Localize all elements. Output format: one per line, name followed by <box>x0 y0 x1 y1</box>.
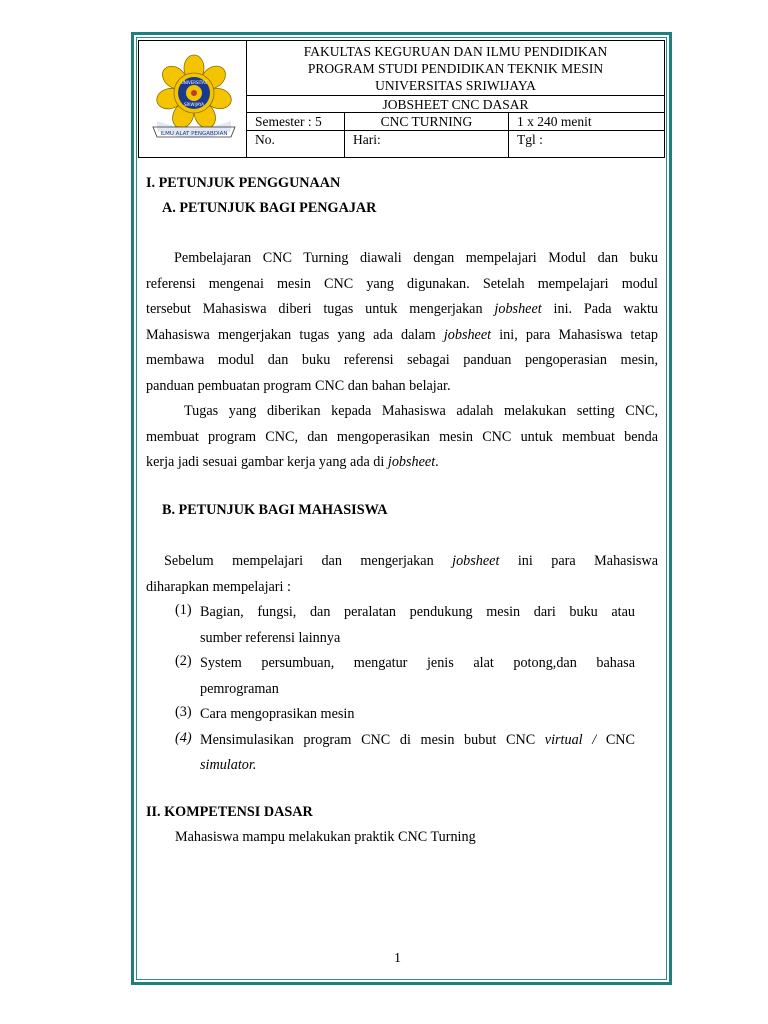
logo-ribbon-text: ILMU ALAT PENGABDIAN <box>160 131 228 137</box>
paragraph-line: diharapkan mempelajari : <box>146 578 291 595</box>
section-2-title: II. KOMPETENSI DASAR <box>146 804 313 820</box>
section-1b-title: B. PETUNJUK BAGI MAHASISWA <box>162 502 388 518</box>
paragraph-line: tersebut Mahasiswa diberi tugas untuk mengerjakan jobsheet ini. Pada waktu <box>146 301 659 317</box>
semester-cell: Semester : 5 <box>247 113 345 130</box>
list-number: (4) <box>175 729 192 746</box>
list-item <box>175 730 635 781</box>
list-line: sumber referensi lainnya <box>200 629 341 646</box>
logo-text-top: UNIVERSITAS <box>180 80 208 85</box>
paragraph-line: Tugas yang diberikan kepada Mahasiswa adalah melakukan setting CNC, <box>184 403 658 419</box>
subject-cell: CNC TURNING <box>345 113 509 130</box>
list-number: (2) <box>175 653 192 669</box>
header-row-semester <box>247 113 664 131</box>
list-line: pemrograman <box>200 680 279 697</box>
paragraph-line: referensi mengenai mesin CNC yang digunakan. Setelah mempelajari modul <box>146 275 658 292</box>
list-number: (3) <box>175 704 192 720</box>
section-1b-intro <box>146 551 658 602</box>
section-1a-paragraph-1 <box>146 248 658 401</box>
list-line: Cara mengoprasikan mesin <box>200 706 355 722</box>
day-cell: Hari: <box>345 131 509 157</box>
header-title-block <box>247 41 664 95</box>
section-1a-title: A. PETUNJUK BAGI PENGAJAR <box>162 200 377 216</box>
no-cell: No. <box>247 131 345 157</box>
paragraph-line: kerja jadi sesuai gambar kerja yang ada di jobsheet. <box>146 454 439 470</box>
section-1-title: I. PETUNJUK PENGGUNAAN <box>146 175 341 191</box>
program-name: PROGRAM STUDI PENDIDIKAN TEKNIK MESIN <box>307 61 604 76</box>
section-2-text: Mahasiswa mampu melakukan praktik CNC Turning <box>175 829 476 845</box>
faculty-name: FAKULTAS KEGURUAN DAN ILMU PENDIDIKAN <box>303 44 608 59</box>
list-line: simulator. <box>200 757 257 773</box>
paragraph-line: Pembelajaran CNC Turning diawali dengan mempelajari Modul dan buku <box>174 250 658 266</box>
list-item <box>175 602 635 653</box>
date-cell: Tgl : <box>517 132 543 147</box>
list-line: Mensimulasikan program CNC di mesin bubut CNC virtual / CNC <box>200 731 636 748</box>
list-item <box>175 653 635 704</box>
logo-cell <box>139 41 247 157</box>
section-1a-paragraph-2 <box>146 401 658 478</box>
page-number: 1 <box>394 951 401 966</box>
jobsheet-title: JOBSHEET CNC DASAR <box>247 95 664 113</box>
header-table <box>138 40 665 158</box>
university-logo-icon <box>149 51 239 147</box>
duration-cell: 1 x 240 menit <box>517 114 592 129</box>
header-row-number <box>247 131 664 157</box>
university-name: UNIVERSITAS SRIWIJAYA <box>375 78 536 93</box>
list-number: (1) <box>175 602 192 618</box>
list-item <box>175 704 635 730</box>
paragraph-line: membawa modul dan buku referensi sebagai panduan pengoperasian mesin, <box>146 352 658 368</box>
logo-text-bottom: SRIWIJAYA <box>183 102 205 107</box>
list-line: System persumbuan, mengatur jenis alat potong,dan bahasa <box>200 655 635 671</box>
list-line: Bagian, fungsi, dan peralatan pendukung mesin dari buku atau <box>200 604 635 620</box>
paragraph-line: Sebelum mempelajari dan mengerjakan jobsheet ini para Mahasiswa <box>164 553 658 569</box>
paragraph-line: Mahasiswa mengerjakan tugas yang ada dalam jobsheet ini, para Mahasiswa tetap <box>146 326 658 343</box>
paragraph-line: panduan pembuatan program CNC dan bahan belajar. <box>146 377 451 394</box>
paragraph-line: membuat program CNC, dan mengoperasikan mesin CNC untuk membuat benda <box>146 428 658 445</box>
study-list <box>175 602 635 781</box>
